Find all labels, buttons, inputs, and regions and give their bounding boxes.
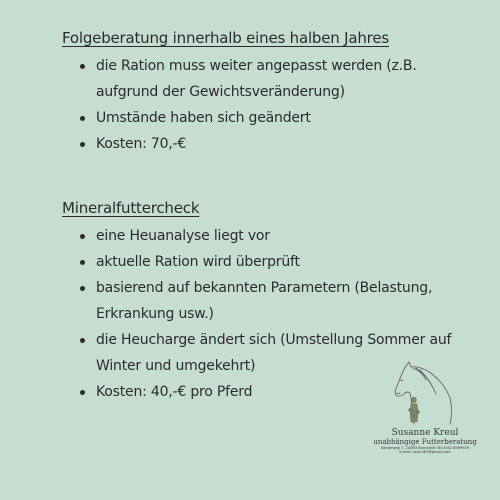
horse-icon	[390, 360, 460, 426]
list-item: die Heucharge ändert sich (Umstellung Sommer auf Winter und umgekehrt)	[78, 327, 462, 379]
list-item: die Ration muss weiter angepasst werden (z.B. aufgrund der Gewichtsveränderung)	[78, 53, 462, 105]
list-item: aktuelle Ration wird überprüft	[78, 249, 462, 275]
logo-tagline: unabhängige Futterberatung	[373, 438, 477, 446]
list-item: Kosten: 40,-€ pro Pferd	[78, 379, 462, 405]
logo-address: Kämerweg 7, 24093 Bornstedt Tel.0162 8969929	[380, 446, 470, 450]
section-title: Folgeberatung innerhalb eines halben Jahres	[62, 29, 389, 47]
logo	[360, 360, 490, 490]
list-item: eine Heuanalyse liegt vor	[78, 223, 462, 249]
list-item: Umstände haben sich geändert	[78, 105, 462, 131]
bullet-list	[62, 53, 462, 157]
logo-email: e-mail: skreul87@gmail.com	[399, 450, 451, 454]
section-title: Mineralfuttercheck	[62, 199, 200, 217]
list-item: Kosten: 70,-€	[78, 131, 462, 157]
list-item: basierend auf bekannten Parametern (Belastung, Erkrankung usw.)	[78, 275, 462, 327]
logo-name: Susanne Kreul	[391, 428, 459, 438]
section-folgeberatung	[62, 28, 462, 157]
